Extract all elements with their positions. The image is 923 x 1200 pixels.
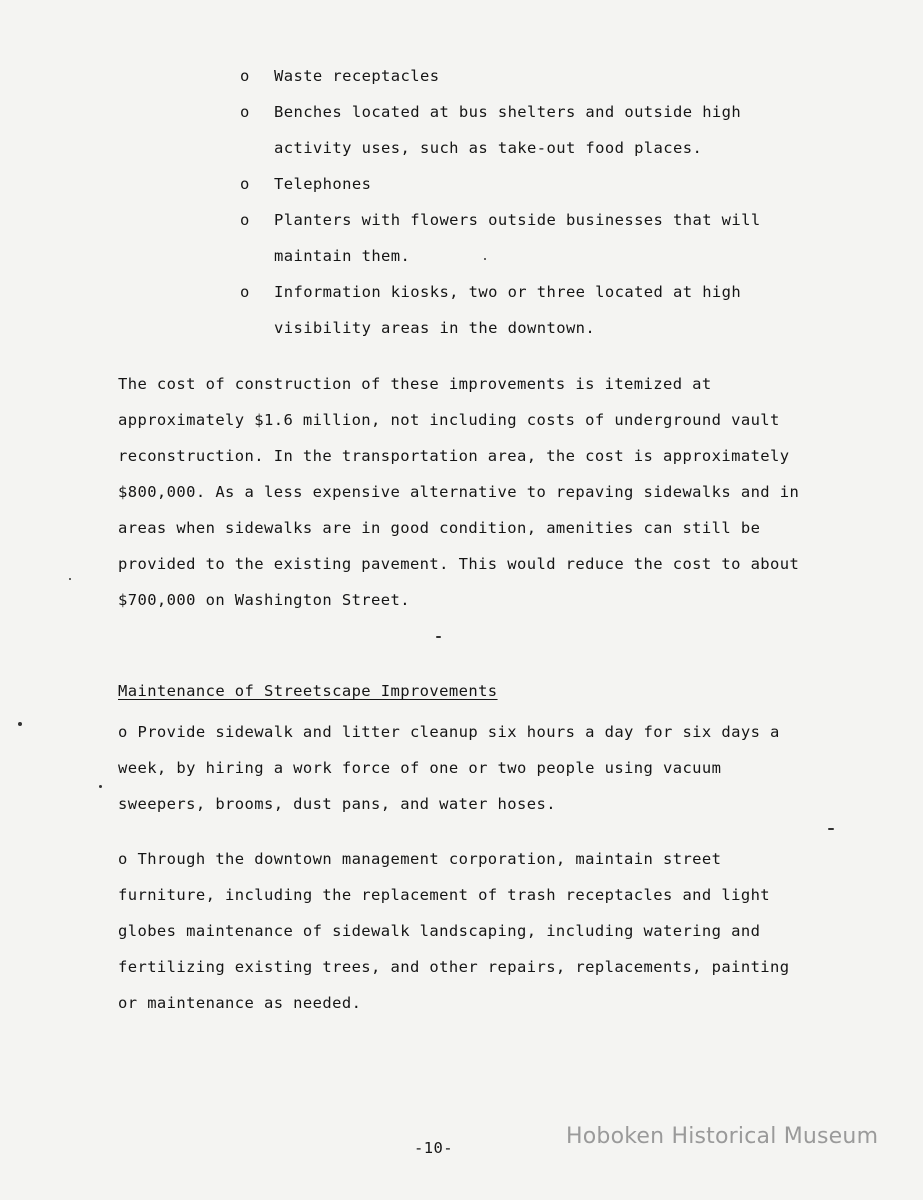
bullet-text: Waste receptacles: [274, 67, 440, 85]
bullet-text: Benches located at bus shelters and outside high activity uses, such as take-out food places.: [274, 103, 742, 157]
cost-paragraph: The cost of construction of these improvements is itemized at approximately $1.6 million, not including costs of underground vault reconstruction. In the transportation area, the cost is approximately $800,000. As a less expensive alternative to repaving sidewalks and in areas when sidewalks are in good condition, amenities can still be provided to the existing pavement. This would reduce the cost to about $700,000 on Washington Street.: [118, 375, 800, 609]
bullet-marker: o: [240, 103, 250, 121]
bullet-marker: o: [240, 283, 250, 301]
bullet-text: Telephones: [274, 175, 372, 193]
scan-speck: [828, 828, 834, 830]
scan-speck: [69, 578, 71, 580]
scan-speck: [99, 785, 102, 788]
bullet-item: [240, 166, 840, 202]
maintenance-item: o Through the downtown management corporation, maintain street furniture, including the replacement of trash receptacles and light globes maintenance of sidewalk landscaping, including watering and fertilizing existing trees, and other repairs, replacements, painting or maintenance as needed.: [118, 850, 790, 1012]
bullet-marker: o: [240, 175, 250, 193]
bullet-text: Information kiosks, two or three located at high visibility areas in the downtown.: [274, 283, 742, 337]
bullet-item: [240, 274, 840, 346]
bullet-item: [240, 94, 840, 166]
bullet-item: [240, 58, 840, 94]
bullet-item: [240, 202, 840, 274]
scan-speck: [484, 258, 486, 260]
bullet-text: Planters with flowers outside businesses that will maintain them.: [274, 211, 761, 265]
maintenance-item: o Provide sidewalk and litter cleanup six hours a day for six days a week, by hiring a work force of one or two people using vacuum sweepers, brooms, dust pans, and water hoses.: [118, 723, 780, 813]
scan-speck: [18, 722, 22, 726]
scan-speck: [436, 636, 441, 638]
museum-watermark: Hoboken Historical Museum: [566, 1124, 879, 1149]
amenities-bullet-list: [240, 58, 840, 346]
bullet-marker: o: [240, 211, 250, 229]
bullet-marker: o: [240, 67, 250, 85]
section-heading: Maintenance of Streetscape Improvements: [118, 682, 498, 700]
page-number: -10-: [414, 1139, 453, 1157]
